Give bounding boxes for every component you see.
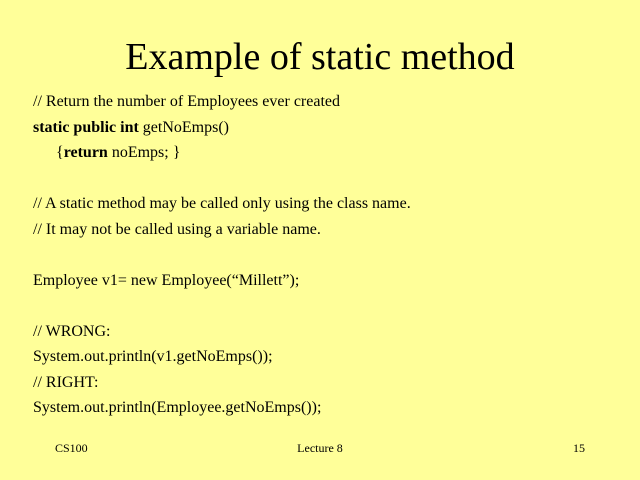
signature-name: getNoEmps() [138,118,229,136]
signature-keywords: static public int [33,118,139,136]
footer-lecture: Lecture 8 [297,441,343,455]
comment-return-line: // Return the number of Employees ever created [33,93,340,110]
slide-body [33,89,623,421]
blank-line [33,166,623,192]
blank-line [33,242,623,268]
method-signature-line [33,115,623,141]
return-expression: noEmps; } [107,144,181,161]
footer-course: CS100 [55,441,88,455]
right-call-line: System.out.println(Employee.getNoEmps()); [33,399,322,416]
comment-static-line-2: // It may not be called using a variable name. [33,220,321,238]
comment-right-line: // RIGHT: [33,373,99,391]
comment-wrong-line: // WRONG: [33,322,111,340]
return-keyword: return [63,144,108,161]
slide-title: Example of static method [125,36,515,78]
brace-open: { [56,144,64,161]
blank-line [33,293,623,319]
footer-page-number: 15 [573,441,585,455]
method-body-line [33,140,623,166]
wrong-call-line: System.out.println(v1.getNoEmps()); [33,348,273,365]
comment-static-line-1: // A static method may be called only using the class name. [33,195,411,212]
employee-declaration-line: Employee v1= new Employee(“Millett”); [33,271,300,289]
